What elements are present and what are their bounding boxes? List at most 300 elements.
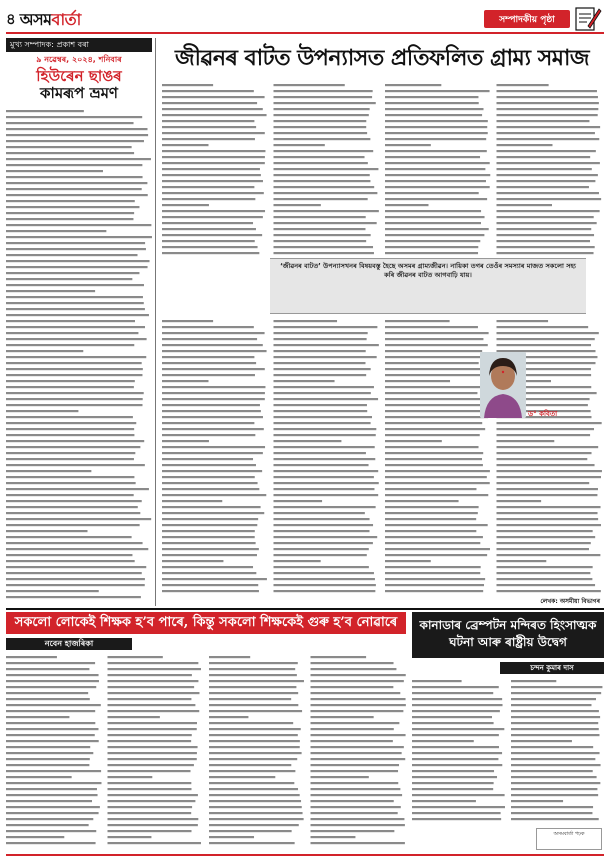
text-line (6, 704, 101, 706)
text-line (274, 240, 367, 242)
text-line (6, 740, 99, 742)
editor-strip: মুখ্য সম্পাদক: প্ৰকাশ বৰা (6, 38, 152, 52)
text-line (412, 812, 501, 814)
text-line (385, 386, 484, 388)
text-line (274, 120, 367, 122)
text-line (497, 138, 600, 140)
text-line (6, 164, 142, 166)
text-line (511, 722, 598, 724)
text-line (274, 482, 379, 484)
text-line (274, 422, 371, 424)
text-line (209, 764, 291, 766)
text-line (412, 770, 494, 772)
text-line (6, 284, 144, 286)
text-line (311, 752, 402, 754)
text-line (209, 800, 301, 802)
text-line (274, 584, 376, 586)
text-line (209, 656, 250, 658)
text-line (385, 578, 485, 580)
text-line (497, 488, 598, 490)
text-line (162, 362, 256, 364)
text-line (209, 692, 298, 694)
text-line (6, 758, 90, 760)
text-line (274, 192, 378, 194)
text-line (162, 572, 256, 574)
text-line (412, 692, 493, 694)
text-line (162, 578, 267, 580)
text-line (162, 410, 261, 412)
text-line (497, 554, 601, 556)
text-line (274, 368, 371, 370)
text-line (311, 740, 393, 742)
text-line (6, 320, 135, 322)
text-line (497, 470, 602, 472)
text-line (274, 578, 375, 580)
text-line (162, 488, 259, 490)
text-line (385, 500, 459, 502)
text-line (385, 434, 480, 436)
text-line (6, 140, 144, 142)
text-line (385, 150, 487, 152)
text-line (497, 186, 589, 188)
text-line (209, 758, 297, 760)
text-line (162, 96, 265, 98)
text-line (497, 584, 596, 586)
text-line (311, 716, 374, 718)
text-line (511, 764, 601, 766)
text-line (108, 662, 199, 664)
text-line (385, 90, 490, 92)
text-line (274, 512, 365, 514)
text-line (6, 590, 99, 592)
text-line (497, 204, 553, 206)
text-line (108, 806, 193, 808)
text-line (497, 524, 602, 526)
author-credit: লেখক: অসমীয়া বিভাগৰ (540, 598, 600, 605)
text-line (6, 548, 148, 550)
text-line (6, 482, 136, 484)
text-line (385, 368, 488, 370)
text-line (162, 162, 265, 164)
text-line (6, 116, 142, 118)
text-line (412, 800, 476, 802)
text-line (497, 252, 594, 254)
text-line (108, 830, 192, 832)
text-line (274, 198, 368, 200)
text-line (497, 126, 601, 128)
text-line (385, 470, 490, 472)
text-line (497, 500, 542, 502)
text-line (6, 170, 103, 172)
text-line (162, 554, 257, 556)
text-line (497, 114, 598, 116)
text-line (6, 746, 90, 748)
text-line (6, 518, 151, 520)
text-line (274, 216, 366, 218)
text-line (385, 572, 480, 574)
text-line (6, 434, 134, 436)
text-line (311, 686, 394, 688)
text-line (108, 740, 192, 742)
text-line (162, 380, 209, 382)
text-line (6, 332, 138, 334)
bottom-left-headline: সকলো লোকেই শিক্ষক হ’ব পাৰে, কিন্তু সকলো শিক্ষকেই গুৰু হ’ব নোৱাৰে (6, 612, 406, 634)
text-line (385, 392, 477, 394)
text-line (6, 146, 132, 148)
text-line (385, 350, 482, 352)
text-line (209, 806, 302, 808)
text-line (311, 728, 394, 730)
text-line (274, 180, 371, 182)
text-line (497, 590, 601, 592)
text-line (6, 410, 78, 412)
text-line (6, 668, 89, 670)
text-line (6, 344, 134, 346)
text-line (6, 662, 95, 664)
text-line (6, 752, 93, 754)
text-line (497, 344, 592, 346)
text-line (6, 326, 145, 328)
dateline: ৯ নৱেম্বৰ, ২০২৪, শনিবাৰ (36, 55, 122, 64)
text-line (274, 108, 370, 110)
text-line (385, 398, 487, 400)
footer-rule (6, 854, 604, 856)
text-line (511, 692, 601, 694)
text-line (385, 192, 479, 194)
text-line (162, 216, 263, 218)
text-line (274, 476, 374, 478)
text-line (6, 470, 91, 472)
text-line (274, 380, 335, 382)
text-line (274, 566, 369, 568)
text-line (162, 560, 223, 562)
text-line (412, 764, 502, 766)
text-line (412, 728, 504, 730)
text-line (497, 452, 592, 454)
text-line (162, 392, 265, 394)
text-line (511, 770, 593, 772)
text-line (497, 332, 599, 334)
text-line (162, 482, 258, 484)
text-line (162, 350, 267, 352)
text-line (497, 446, 599, 448)
text-line (108, 782, 192, 784)
text-line (162, 240, 255, 242)
bottom-left-text (6, 654, 406, 850)
text-line (162, 114, 267, 116)
bottom-left-byline: নবেন হাজৰিকা (6, 638, 132, 650)
text-line (274, 210, 379, 212)
text-line (6, 806, 100, 808)
text-line (162, 320, 213, 322)
text-line (385, 536, 483, 538)
text-line (311, 758, 406, 760)
text-line (209, 746, 300, 748)
text-line (6, 566, 146, 568)
text-line (162, 192, 264, 194)
poet-name: ড° কবিতা (528, 410, 558, 418)
text-line (209, 686, 296, 688)
text-line (209, 680, 304, 682)
text-line (108, 770, 191, 772)
text-line (209, 722, 293, 724)
text-line (108, 722, 197, 724)
text-line (209, 710, 302, 712)
text-line (511, 686, 602, 688)
text-line (274, 356, 377, 358)
text-line (6, 458, 134, 460)
text-line (6, 500, 142, 502)
text-line (6, 560, 135, 562)
text-line (162, 102, 257, 104)
text-line (162, 434, 255, 436)
text-line (108, 746, 198, 748)
text-line (497, 96, 598, 98)
text-line (209, 674, 297, 676)
text-line (311, 794, 403, 796)
text-line (108, 764, 194, 766)
text-line (274, 470, 379, 472)
text-line (6, 290, 95, 292)
text-line (385, 560, 431, 562)
top-rule (6, 32, 604, 34)
text-line (6, 830, 96, 832)
text-line (6, 710, 95, 712)
text-line (385, 132, 488, 134)
text-line (6, 818, 93, 820)
text-line (311, 680, 404, 682)
text-line (511, 734, 599, 736)
text-line (162, 252, 259, 254)
text-line (385, 144, 431, 146)
text-line (511, 704, 591, 706)
text-line (108, 680, 199, 682)
text-line (311, 824, 405, 826)
text-line (274, 162, 368, 164)
text-line (6, 788, 97, 790)
text-line (385, 240, 480, 242)
newspaper-logo (20, 7, 81, 34)
text-line (274, 434, 376, 436)
text-line (311, 722, 400, 724)
text-line (162, 156, 265, 158)
text-line (6, 338, 147, 340)
text-line (412, 746, 499, 748)
text-line (6, 224, 151, 226)
text-line (162, 338, 257, 340)
text-line (497, 560, 547, 562)
text-line (385, 506, 479, 508)
text-line (162, 542, 256, 544)
text-line (385, 216, 485, 218)
text-line (497, 84, 549, 86)
text-line (274, 138, 371, 140)
text-line (209, 698, 291, 700)
text-line (162, 84, 213, 86)
text-line (497, 512, 598, 514)
text-line (6, 200, 135, 202)
logo-right: বাৰ্তা (51, 9, 81, 29)
text-line (497, 476, 602, 478)
text-line (6, 842, 96, 844)
text-line (6, 734, 95, 736)
text-line (162, 186, 254, 188)
text-line (311, 734, 406, 736)
text-line (497, 108, 599, 110)
text-line (274, 252, 374, 254)
text-line (108, 692, 200, 694)
text-line (497, 458, 588, 460)
text-line (497, 192, 599, 194)
text-line (497, 338, 595, 340)
text-line (497, 180, 596, 182)
text-line (6, 794, 98, 796)
text-line (6, 212, 134, 214)
text-line (6, 350, 83, 352)
text-line (385, 186, 490, 188)
text-line (274, 96, 373, 98)
text-line (108, 794, 198, 796)
text-line (497, 518, 599, 520)
text-line (274, 494, 379, 496)
text-line (497, 506, 601, 508)
text-line (209, 794, 300, 796)
text-line (162, 506, 261, 508)
text-line (162, 120, 254, 122)
text-line (412, 734, 499, 736)
text-line (162, 422, 254, 424)
editorial-text-column (6, 108, 152, 604)
text-line (274, 168, 379, 170)
text-line (162, 386, 265, 388)
text-line (274, 344, 379, 346)
text-line (6, 554, 132, 556)
text-line (497, 530, 593, 532)
text-line (108, 698, 192, 700)
text-line (385, 494, 488, 496)
text-line (162, 452, 263, 454)
text-line (274, 174, 370, 176)
text-line (385, 126, 487, 128)
text-line (497, 246, 595, 248)
text-line (162, 108, 263, 110)
text-line (6, 158, 151, 160)
text-line (162, 428, 264, 430)
text-line (108, 668, 202, 670)
pen-icon (574, 4, 602, 32)
text-line (385, 590, 483, 592)
editorial-headline-line2: কামৰূপ ভ্ৰমণ (39, 84, 119, 102)
text-line (511, 818, 599, 820)
feature-headline: জীৱনৰ বাটত উপন্যাসত প্ৰতিফলিত গ্ৰাম্য সমাজ (174, 45, 590, 71)
text-line (6, 476, 134, 478)
text-line (6, 488, 149, 490)
text-line (497, 566, 593, 568)
text-line (511, 812, 592, 814)
text-line (385, 174, 490, 176)
text-line (497, 228, 592, 230)
text-line (162, 416, 263, 418)
text-line (6, 494, 134, 496)
text-line (6, 836, 64, 838)
text-line (274, 428, 377, 430)
text-line (274, 530, 370, 532)
text-line (511, 806, 593, 808)
text-line (311, 668, 397, 670)
text-line (311, 782, 399, 784)
text-line (6, 392, 144, 394)
text-line (274, 332, 368, 334)
text-line (385, 476, 487, 478)
text-line (162, 90, 254, 92)
text-line (108, 788, 192, 790)
text-line (274, 392, 371, 394)
page-number: ৪ (6, 9, 16, 28)
text-line (209, 824, 299, 826)
text-line (162, 530, 255, 532)
text-line (412, 710, 500, 712)
text-line (162, 222, 253, 224)
text-line (274, 398, 379, 400)
text-line (108, 758, 197, 760)
text-line (162, 326, 254, 328)
text-line (6, 446, 140, 448)
text-line (6, 722, 95, 724)
text-line (412, 680, 462, 682)
text-line (209, 734, 298, 736)
text-line (6, 134, 148, 136)
text-line (385, 228, 489, 230)
text-line (385, 566, 481, 568)
text-line (6, 530, 88, 532)
text-line (274, 150, 374, 152)
text-line (311, 746, 404, 748)
text-line (6, 824, 89, 826)
text-line (385, 332, 489, 334)
author-photo (480, 352, 526, 418)
text-line (162, 368, 265, 370)
text-line (6, 380, 135, 382)
text-line (6, 776, 72, 778)
text-line (6, 182, 147, 184)
text-line (6, 296, 143, 298)
text-line (274, 548, 369, 550)
text-line (6, 416, 133, 418)
text-line (497, 536, 596, 538)
feature-text-upper (162, 82, 602, 256)
text-line (497, 144, 553, 146)
text-line (274, 416, 373, 418)
text-line (311, 704, 406, 706)
text-line (311, 698, 406, 700)
text-line (311, 836, 356, 838)
text-line (385, 410, 482, 412)
text-line (274, 102, 376, 104)
text-line (6, 656, 57, 658)
text-line (311, 830, 395, 832)
text-line (162, 332, 265, 334)
text-line (108, 818, 199, 820)
text-line (497, 572, 591, 574)
text-line (511, 746, 593, 748)
text-line (162, 476, 255, 478)
text-line (6, 728, 98, 730)
text-line (108, 686, 195, 688)
ad-box: অসমবাৰ্তা পঢ়ক (536, 828, 602, 850)
text-line (108, 656, 163, 658)
text-line (385, 380, 450, 382)
text-line (412, 722, 494, 724)
